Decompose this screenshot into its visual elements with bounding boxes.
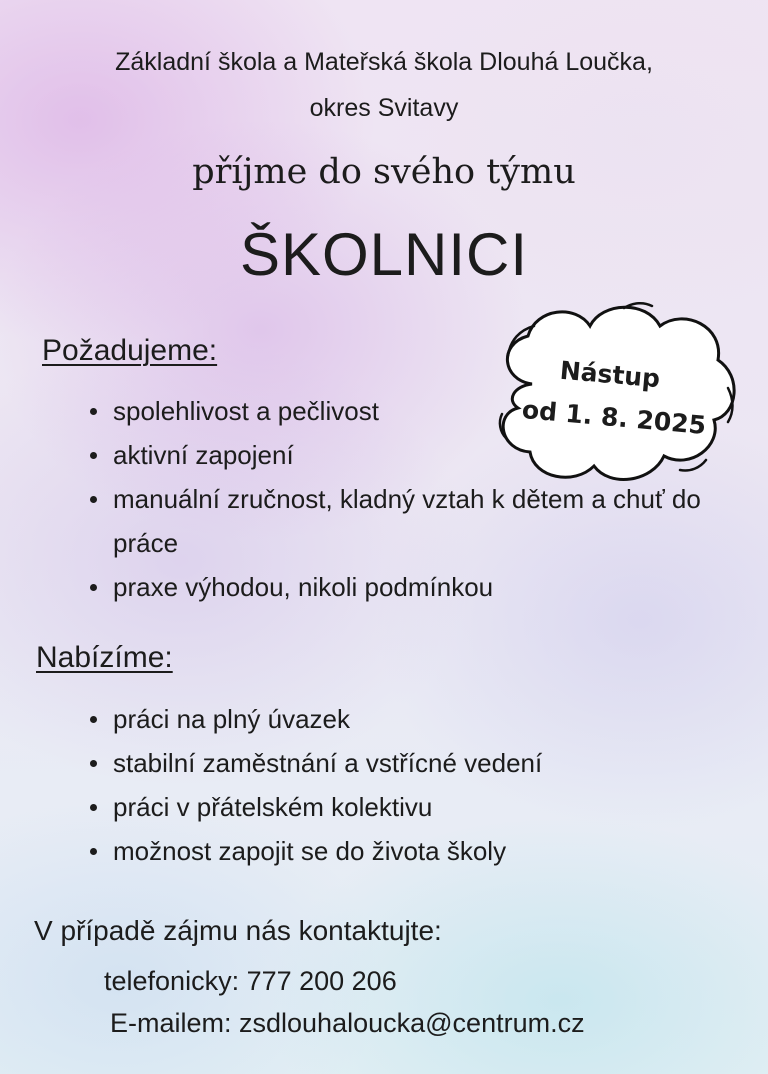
list-item: manuální zručnost, kladný vztah k dětem a chuť do práce xyxy=(86,477,746,565)
school-district: okres Svitavy xyxy=(309,94,459,122)
list-item: stabilní zaměstnání a vstřícné vedení xyxy=(86,741,746,785)
contact-phone: telefonicky: 777 200 206 xyxy=(104,966,397,996)
offer-list xyxy=(86,697,746,873)
list-item: spolehlivost a pečlivost xyxy=(86,389,746,433)
list-item: možnost zapojit se do života školy xyxy=(86,829,746,873)
contact-email: E-mailem: zsdlouhaloucka@centrum.cz xyxy=(110,1008,585,1038)
list-item: praxe výhodou, nikoli podmínkou xyxy=(86,565,746,609)
badge-date: od 1. 8. 2025 xyxy=(520,395,708,440)
list-item: práci v přátelském kolektivu xyxy=(86,785,746,829)
school-name: Základní škola a Mateřská škola Dlouhá Loučka, xyxy=(115,48,653,76)
list-item: aktivní zapojení xyxy=(86,433,746,477)
poster-subtitle: příjme do svého týmu xyxy=(192,152,576,192)
list-item: práci na plný úvazek xyxy=(86,697,746,741)
badge-label: Nástup xyxy=(558,355,662,394)
poster-title: ŠKOLNICI xyxy=(239,221,529,288)
start-date-badge xyxy=(484,296,744,496)
requirements-heading: Požadujeme: xyxy=(42,334,218,367)
contact-heading: V případě zájmu nás kontaktujte: xyxy=(34,915,442,946)
offer-heading: Nabízíme: xyxy=(36,641,173,674)
